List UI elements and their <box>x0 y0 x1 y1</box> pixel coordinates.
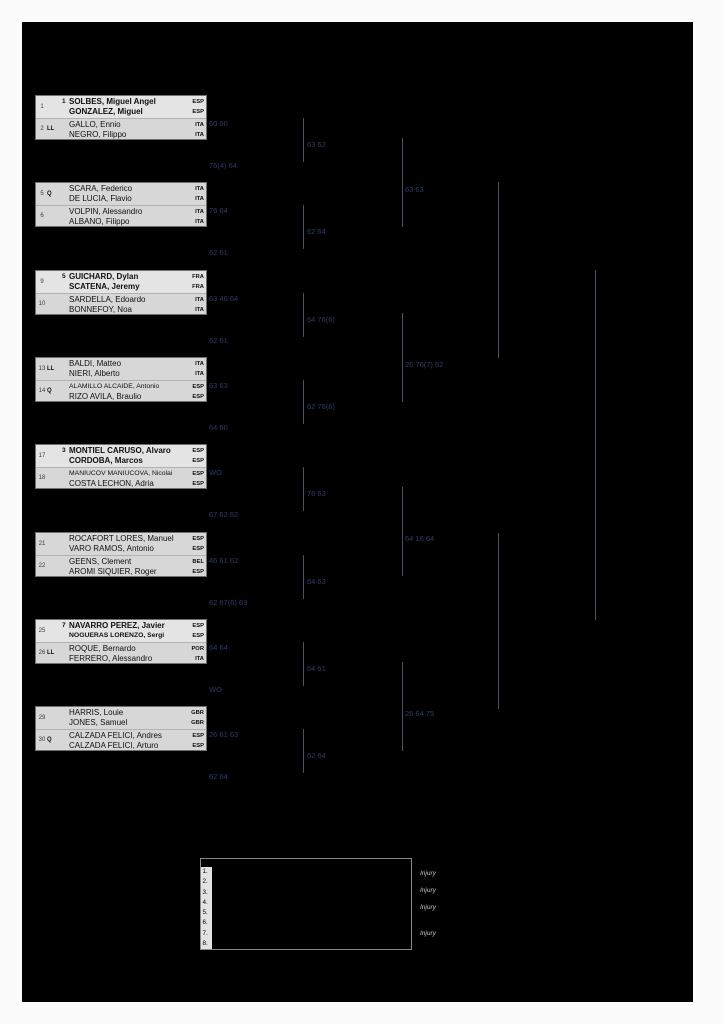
team-box <box>35 182 207 227</box>
player-country: ESP <box>192 99 204 105</box>
player-name: CORDOBA, Marcos <box>69 456 143 465</box>
player-name: SARDELLA, Edoardo <box>69 294 146 304</box>
player-name: BALDI, Matteo <box>69 359 122 368</box>
round2-connector-line <box>303 293 304 337</box>
team-row <box>36 642 206 665</box>
injury-note: Injury <box>420 870 436 877</box>
round1-score: 64 60 <box>209 423 228 432</box>
team-names <box>69 644 182 664</box>
player-name: MANIUCOV MANIUCOVA, Nicolai <box>69 469 173 477</box>
entry-status-badge: LL <box>47 126 55 133</box>
team-names <box>69 731 182 751</box>
round1-score: 62 61 <box>209 336 228 345</box>
round2-connector-line <box>303 555 304 599</box>
final-connector-line <box>595 270 596 620</box>
quarterfinal-connector-line <box>402 662 403 751</box>
player-country: ESP <box>192 458 204 464</box>
team-row <box>36 445 206 467</box>
player-name: HARRIS, Louie <box>69 708 124 717</box>
round1-score: 63 63 <box>209 381 228 390</box>
team-names <box>69 97 182 117</box>
team-names <box>69 359 182 379</box>
entry-status-badge: Q <box>47 190 52 197</box>
team-row <box>36 358 206 380</box>
draw-position-number: 26 <box>38 650 46 657</box>
player-name: COSTA LECHON, Adria <box>69 478 154 488</box>
draw-position-number: 10 <box>38 301 46 308</box>
player-name: AROMI SIQUIER, Roger <box>69 566 157 576</box>
team-names <box>69 446 182 466</box>
round2-connector-line <box>303 642 304 686</box>
semifinal-connector-line <box>498 182 499 358</box>
player-country: ESP <box>192 536 204 542</box>
entry-status-badge: Q <box>47 388 52 395</box>
player-country: ESP <box>192 109 204 115</box>
player-country: ESP <box>192 393 204 400</box>
team-row <box>36 293 206 316</box>
seed-list-number: 7. <box>202 929 208 937</box>
player-name: GALLO, Ennio <box>69 119 121 129</box>
player-name: SCARA, Federico <box>69 184 133 193</box>
seed-list-number: 6. <box>202 919 208 927</box>
player-country: ITA <box>195 296 204 303</box>
round2-connector-line <box>303 205 304 249</box>
team-countries <box>184 557 204 577</box>
player-name: ROQUE, Bernardo <box>69 643 136 653</box>
draw-position-number: 30 <box>38 737 46 744</box>
round2-connector-line <box>303 467 304 511</box>
round1-score: 67 62 62 <box>209 510 239 519</box>
round1-score: 62 64 <box>209 772 228 781</box>
seed-list-number: 8. <box>202 940 208 948</box>
draw-position-number: 25 <box>38 627 46 634</box>
round1-score: 63 46 64 <box>209 294 239 303</box>
quarterfinal-connector-line <box>402 487 403 576</box>
draw-position-number: 17 <box>38 452 46 459</box>
player-country: ESP <box>192 568 204 575</box>
seed-list-number: 5. <box>202 909 208 917</box>
player-country: ESP <box>192 633 204 639</box>
round1-score: 60 60 <box>209 119 228 128</box>
draw-position-number: 5 <box>40 190 44 197</box>
quarterfinal-score: 26 76(7) 62 <box>405 360 444 369</box>
round1-score: 62 61 <box>209 248 228 257</box>
player-name: VARO RAMOS, Antonio <box>69 544 154 553</box>
team-names <box>69 272 182 292</box>
round2-score: 64 63 <box>307 577 326 586</box>
player-name: VOLPIN, Alessandro <box>69 206 143 216</box>
player-country: ITA <box>195 196 204 202</box>
player-name: FERRERO, Alessandro <box>69 653 153 663</box>
team-names <box>69 621 182 641</box>
seed-list-number: 1. <box>202 868 208 875</box>
team-countries <box>184 708 204 728</box>
player-name: BONNEFOY, Noa <box>69 304 132 314</box>
player-country: ESP <box>192 732 204 739</box>
team-row <box>36 533 206 555</box>
semifinal-connector-line <box>498 533 499 709</box>
round1-score: 76 64 <box>209 206 228 215</box>
entry-status-badge: LL <box>47 365 55 372</box>
draw-sheet <box>22 22 693 1002</box>
draw-position-number: 1 <box>40 103 44 110</box>
quarterfinal-connector-line <box>402 138 403 227</box>
round1-score: 62 67(6) 63 <box>209 598 248 607</box>
team-box <box>35 270 207 315</box>
team-countries <box>184 469 204 489</box>
round1-score: 46 61 62 <box>209 556 239 565</box>
player-country: ESP <box>192 448 204 454</box>
player-country: ITA <box>195 208 204 215</box>
player-name: NEGRO, Filippo <box>69 129 127 139</box>
team-row <box>36 380 206 403</box>
draw-position-number: 22 <box>38 563 46 570</box>
quarterfinal-score: 64 16 64 <box>405 534 435 543</box>
player-country: ITA <box>195 131 204 138</box>
team-countries <box>184 207 204 227</box>
player-country: ITA <box>195 655 204 662</box>
player-country: ESP <box>192 470 204 477</box>
team-row <box>36 555 206 578</box>
seed-list-number: 3. <box>202 888 208 896</box>
round2-score: 62 64 <box>307 227 326 236</box>
team-countries <box>184 621 204 641</box>
team-names <box>69 534 182 554</box>
draw-position-number: 13 <box>38 365 46 372</box>
player-country: POR <box>191 645 204 652</box>
player-name: DE LUCIA, Flavio <box>69 194 132 203</box>
team-row <box>36 118 206 141</box>
team-box <box>35 532 207 577</box>
player-name: ALAMILLO ALCAIDE, Antonio <box>69 382 160 390</box>
player-country: ITA <box>195 361 204 367</box>
injury-note: Injury <box>420 930 436 937</box>
team-countries <box>184 382 204 402</box>
quarterfinal-score: 63 63 <box>405 185 424 194</box>
round2-connector-line <box>303 380 304 424</box>
team-names <box>69 469 182 489</box>
player-name: RIZO AVILA, Braulio <box>69 391 142 401</box>
team-countries <box>184 731 204 751</box>
player-country: ESP <box>192 480 204 487</box>
draw-position-number: 9 <box>40 278 44 285</box>
player-name: NAVARRO PEREZ, Javier <box>69 621 165 630</box>
team-row <box>36 707 206 729</box>
team-row <box>36 271 206 293</box>
player-country: GBR <box>191 710 204 716</box>
player-country: ESP <box>192 623 204 629</box>
player-country: FRA <box>192 284 204 290</box>
team-box <box>35 95 207 140</box>
player-country: ITA <box>195 218 204 225</box>
round2-score: 64 61 <box>307 664 326 673</box>
team-row <box>36 729 206 752</box>
seed-number: 3 <box>62 447 66 454</box>
team-names <box>69 184 182 204</box>
team-countries <box>184 644 204 664</box>
draw-position-number: 14 <box>38 388 46 395</box>
seed-list-number: 4. <box>202 898 208 906</box>
player-name: MONTIEL CARUSO, Alvaro <box>69 446 171 455</box>
quarterfinal-connector-line <box>402 313 403 402</box>
seed-number: 1 <box>62 98 66 105</box>
player-country: ITA <box>195 121 204 128</box>
team-names <box>69 295 182 315</box>
team-row <box>36 96 206 118</box>
team-names <box>69 120 182 140</box>
team-box <box>35 619 207 664</box>
entry-status-badge: LL <box>47 650 55 657</box>
team-box <box>35 357 207 402</box>
player-name: GUICHARD, Dylan <box>69 272 139 281</box>
team-countries <box>184 446 204 466</box>
team-names <box>69 207 182 227</box>
player-country: ESP <box>192 383 204 390</box>
round1-score: 26 61 63 <box>209 730 239 739</box>
team-countries <box>184 120 204 140</box>
round1-score: WO <box>209 468 222 477</box>
round2-score: 76 63 <box>307 489 326 498</box>
player-country: ESP <box>192 546 204 552</box>
round1-score: 76(4) 64 <box>209 161 237 170</box>
seed-number: 5 <box>62 273 66 280</box>
team-countries <box>184 184 204 204</box>
round2-connector-line <box>303 729 304 773</box>
player-name: SOLBES, Miguel Angel <box>69 97 156 106</box>
player-name: CALZADA FELICI, Arturo <box>69 740 159 750</box>
round2-score: 64 76(6) <box>307 315 335 324</box>
team-box <box>35 444 207 489</box>
player-name: JONES, Samuel <box>69 718 128 727</box>
team-names <box>69 708 182 728</box>
draw-position-number: 29 <box>38 714 46 721</box>
team-countries <box>184 272 204 292</box>
player-country: GBR <box>191 720 204 726</box>
round1-score: 64 64 <box>209 643 228 652</box>
team-names <box>69 557 182 577</box>
team-row <box>36 183 206 205</box>
team-countries <box>184 359 204 379</box>
player-name: ROCAFORT LORES, Manuel <box>69 534 174 543</box>
player-country: BEL <box>192 558 204 565</box>
seeds-number-strip <box>201 867 212 949</box>
seed-number: 7 <box>62 622 66 629</box>
draw-position-number: 18 <box>38 475 46 482</box>
team-row <box>36 467 206 490</box>
team-countries <box>184 97 204 117</box>
player-country: ITA <box>195 306 204 313</box>
round2-score: 62 64 <box>307 751 326 760</box>
seeds-legend-box <box>200 858 412 950</box>
injury-note: Injury <box>420 904 436 911</box>
entry-status-badge: Q <box>47 737 52 744</box>
round1-score: WO <box>209 685 222 694</box>
round2-connector-line <box>303 118 304 162</box>
team-row <box>36 620 206 642</box>
player-name: ALBANO, Filippo <box>69 216 130 226</box>
player-country: FRA <box>192 274 204 280</box>
draw-position-number: 2 <box>40 126 44 133</box>
team-row <box>36 205 206 228</box>
player-name: GONZALEZ, Miguel <box>69 107 143 116</box>
quarterfinal-score: 26 64 75 <box>405 709 435 718</box>
player-country: ESP <box>192 742 204 749</box>
player-name: NIERI, Alberto <box>69 369 120 378</box>
team-countries <box>184 534 204 554</box>
draw-position-number: 21 <box>38 540 46 547</box>
team-names <box>69 382 182 402</box>
player-country: ITA <box>195 186 204 192</box>
player-country: ITA <box>195 371 204 377</box>
seed-list-number: 2. <box>202 878 208 886</box>
player-name: NOGUERAS LORENZO, Sergi <box>69 632 165 639</box>
round2-score: 62 76(6) <box>307 402 335 411</box>
player-name: SCATENA, Jeremy <box>69 282 140 291</box>
player-name: CALZADA FELICI, Andres <box>69 730 162 740</box>
draw-position-number: 6 <box>40 213 44 220</box>
player-name: GEENS, Clement <box>69 556 132 566</box>
team-box <box>35 706 207 751</box>
team-countries <box>184 295 204 315</box>
round2-score: 63 62 <box>307 140 326 149</box>
injury-note: Injury <box>420 887 436 894</box>
